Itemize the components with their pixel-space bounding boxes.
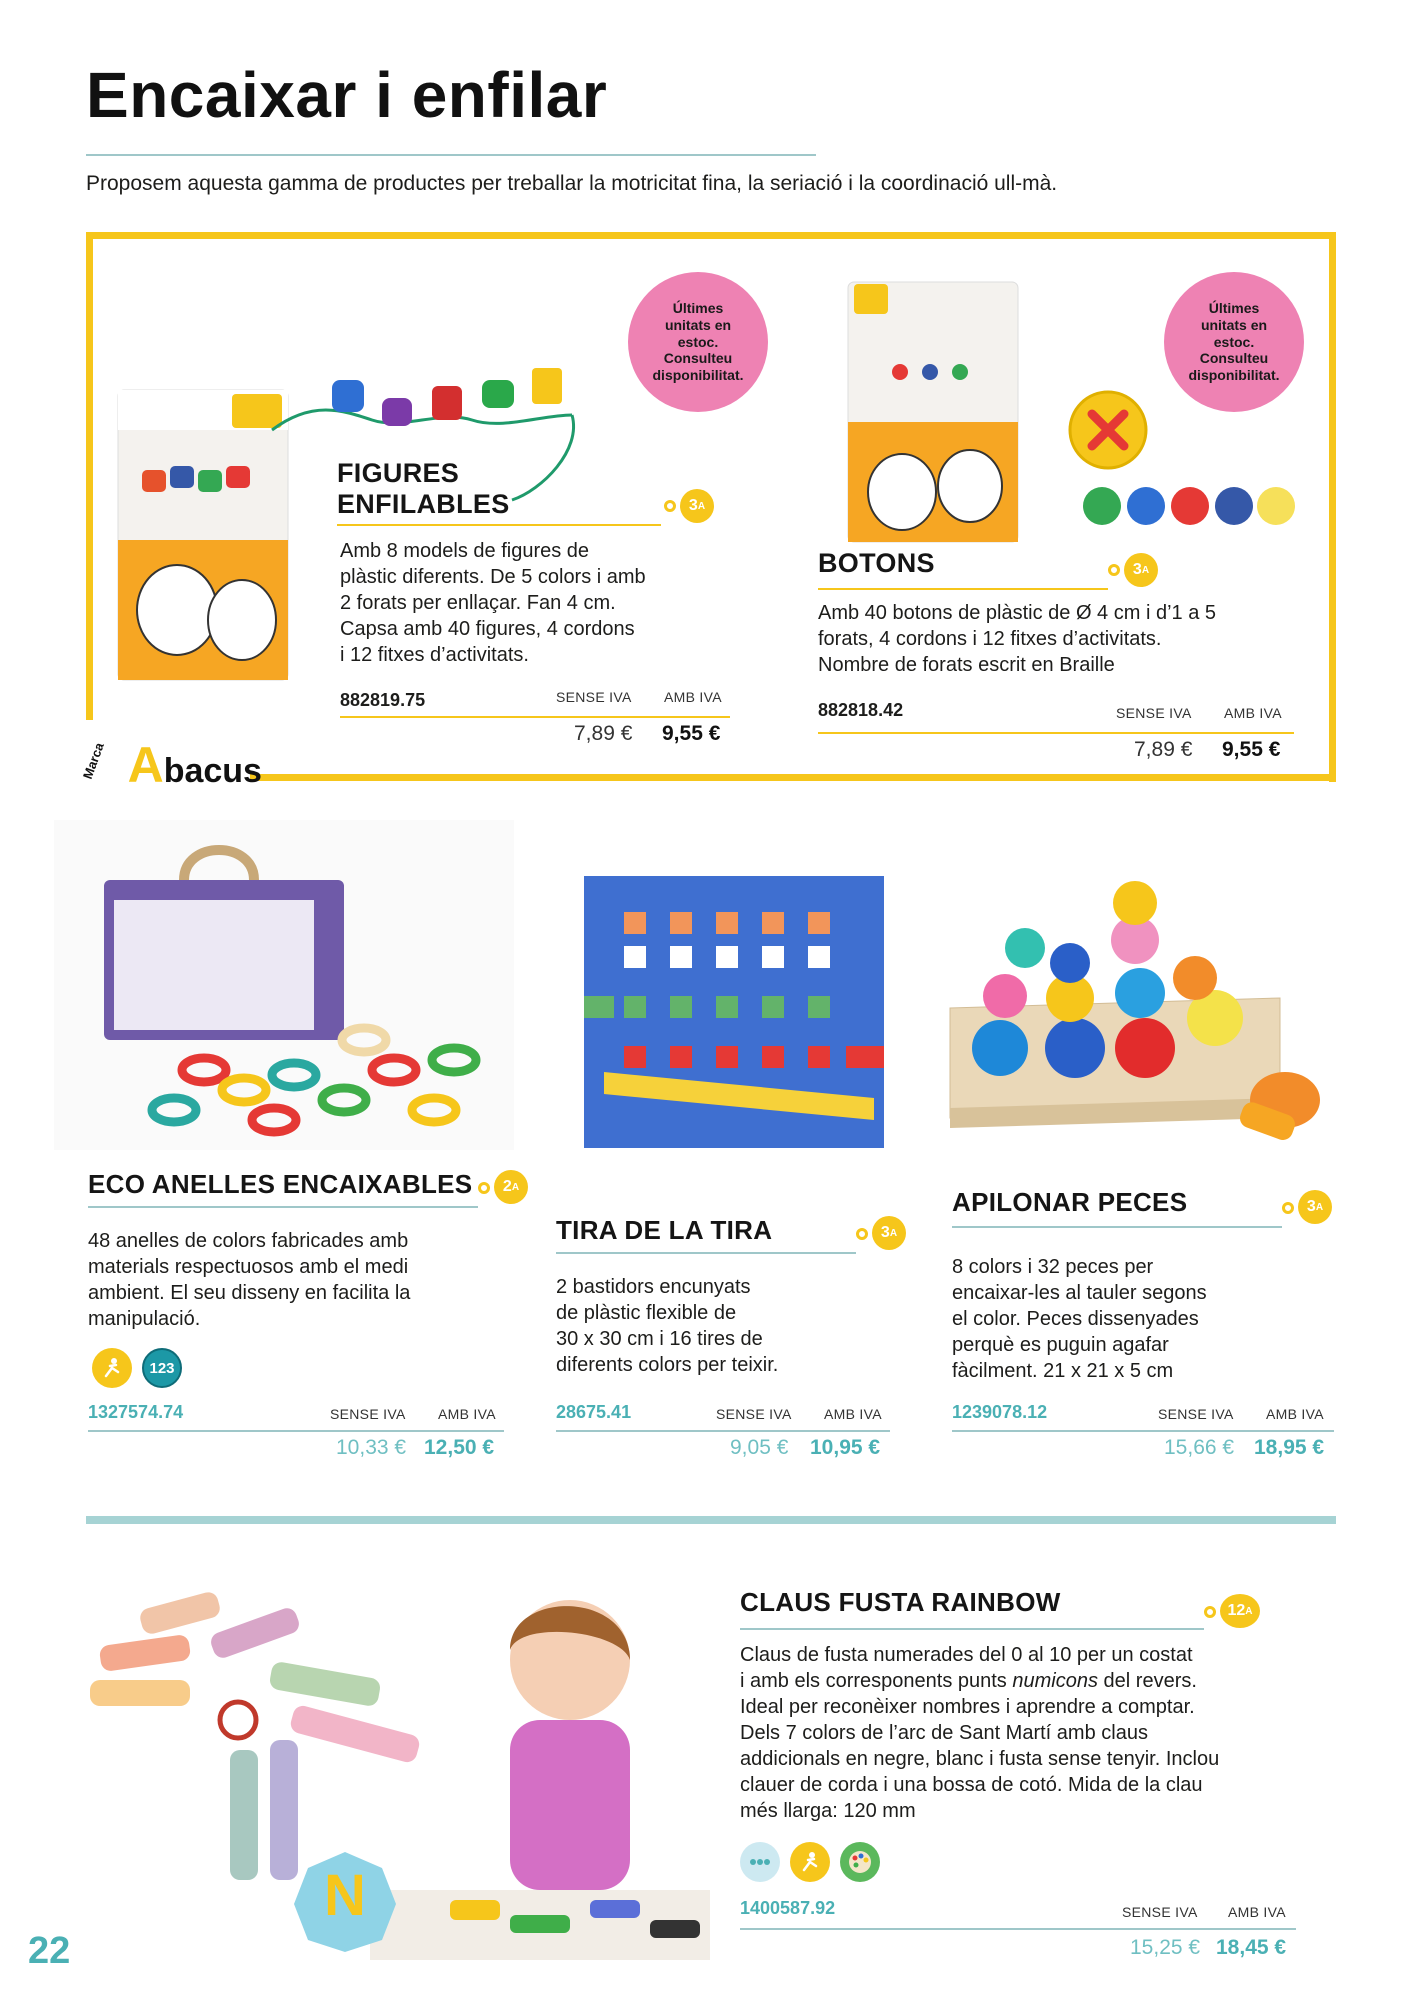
age-badge: 3 A xyxy=(680,489,714,523)
price-without-vat: 10,33 € xyxy=(336,1436,407,1459)
price-without-vat: 15,25 € xyxy=(1130,1936,1201,1959)
price-header-without-vat: SENSE IVA xyxy=(1122,1904,1198,1920)
product-title-eco-anelles: ECO ANELLES ENCAIXABLES xyxy=(88,1169,473,1199)
product-description: Amb 40 botons de plàstic de Ø 4 cm i d’1 a 5 forats, 4 cordons i 12 fitxes d’activitats. Nombre de forats escrit en Braille xyxy=(818,602,1216,676)
age-badge: 12 A xyxy=(1220,1594,1260,1628)
product-title-botons: BOTONS xyxy=(818,548,935,578)
brand-marca-label: Marca xyxy=(79,740,107,781)
last-units-badge: Últimes unitats en estoc. Consulteu disponibilitat. xyxy=(1164,272,1304,412)
price-header-with-vat: AMB IVA xyxy=(1224,705,1282,721)
age-badge: 2 A xyxy=(494,1170,528,1204)
product-description: 48 anelles de colors fabricades amb materials respectuosos amb el medi ambient. El seu disseny en facilita la manipulació. xyxy=(88,1230,411,1330)
price-without-vat: 7,89 € xyxy=(574,722,633,745)
product-reference: 28675.41 xyxy=(556,1402,632,1422)
colors-palette-icon xyxy=(840,1842,880,1882)
product-description: 2 bastidors encunyats de plàstic flexible de 30 x 30 cm i 16 tires de diferents colors per teixir. xyxy=(556,1276,779,1376)
page-number: 22 xyxy=(28,1930,71,1972)
product-description: Amb 8 models de figures de plàstic diferents. De 5 colors i amb 2 forats per enllaçar. Fan 4 cm. Capsa amb 40 figures, 4 cordons i 12 fitxes d’activitats. xyxy=(340,540,646,666)
price-header-with-vat: AMB IVA xyxy=(1266,1406,1324,1422)
product-reference: 1327574.74 xyxy=(88,1402,184,1422)
motor-skills-icon xyxy=(790,1842,830,1882)
price-without-vat: 15,66 € xyxy=(1164,1436,1235,1459)
last-units-badge: Últimes unitats en estoc. Consulteu disponibilitat. xyxy=(628,272,768,412)
price-with-vat: 10,95 € xyxy=(810,1436,881,1459)
product-title-claus-fusta-rainbow: CLAUS FUSTA RAINBOW xyxy=(740,1587,1061,1617)
price-header-without-vat: SENSE IVA xyxy=(1158,1406,1234,1422)
price-header-with-vat: AMB IVA xyxy=(1228,1904,1286,1920)
product-reference: 1239078.12 xyxy=(952,1402,1048,1422)
page-title: Encaixar i enfilar xyxy=(86,59,608,131)
price-without-vat: 9,05 € xyxy=(730,1436,789,1459)
price-header-without-vat: SENSE IVA xyxy=(330,1406,406,1422)
age-badge: 3 A xyxy=(1298,1190,1332,1224)
price-with-vat: 12,50 € xyxy=(424,1436,495,1459)
price-header-without-vat: SENSE IVA xyxy=(556,689,632,705)
price-with-vat: 9,55 € xyxy=(1222,738,1281,761)
product-reference: 882819.75 xyxy=(340,690,426,710)
motor-skills-icon xyxy=(92,1348,132,1388)
numicons-icon xyxy=(740,1842,780,1882)
price-header-with-vat: AMB IVA xyxy=(438,1406,496,1422)
price-header-with-vat: AMB IVA xyxy=(664,689,722,705)
product-description: 8 colors i 32 peces per encaixar-les al tauler segons el color. Peces dissenyades perquè es puguin agafar fàcilment. 21 x 21 x 5 cm xyxy=(952,1256,1207,1382)
eco-anelles-image xyxy=(54,820,514,1150)
title-divider xyxy=(86,154,816,156)
apilonar-peces-image xyxy=(940,868,1360,1168)
price-header-with-vat: AMB IVA xyxy=(824,1406,882,1422)
product-title-apilonar-peces: APILONAR PECES xyxy=(952,1187,1188,1217)
product-title-tira-de-la-tira: TIRA DE LA TIRA xyxy=(556,1215,773,1245)
price-without-vat: 7,89 € xyxy=(1134,738,1193,761)
age-badge: 3 A xyxy=(872,1216,906,1250)
price-with-vat: 18,45 € xyxy=(1216,1936,1287,1959)
numbers-icon: 123 xyxy=(142,1348,182,1388)
intro-text: Proposem aquesta gamma de productes per treballar la motricitat fina, la seriació i la coordinació ull-mà. xyxy=(86,172,1058,195)
product-title-figures-enfilables: FIGURES ENFILABLES xyxy=(337,458,510,520)
price-header-without-vat: SENSE IVA xyxy=(716,1406,792,1422)
abacus-section-bottom-rule xyxy=(250,774,1336,781)
section-divider xyxy=(86,1516,1336,1524)
tira-de-la-tira-image xyxy=(584,876,884,1148)
product-description: Claus de fusta numerades del 0 al 10 per un costat i amb els corresponents punts numicons del revers. Ideal per reconèixer nombres i aprendre a comptar. Dels 7 colors de l’arc de Sant Martí amb claus addicionals en negre, blanc i fusta sense tenyir. Inclou clauer de corda i una bossa de cotó. Mida de la clau més llarga: 120 mm xyxy=(740,1644,1220,1822)
price-with-vat: 18,95 € xyxy=(1254,1436,1325,1459)
novelty-badge-letter: N xyxy=(324,1863,366,1928)
price-header-without-vat: SENSE IVA xyxy=(1116,705,1192,721)
abacus-brand-logo: Marca Abacus xyxy=(79,737,262,793)
price-with-vat: 9,55 € xyxy=(662,722,721,745)
product-reference: 1400587.92 xyxy=(740,1898,836,1918)
age-badge: 3 A xyxy=(1124,553,1158,587)
product-reference: 882818.42 xyxy=(818,700,904,720)
